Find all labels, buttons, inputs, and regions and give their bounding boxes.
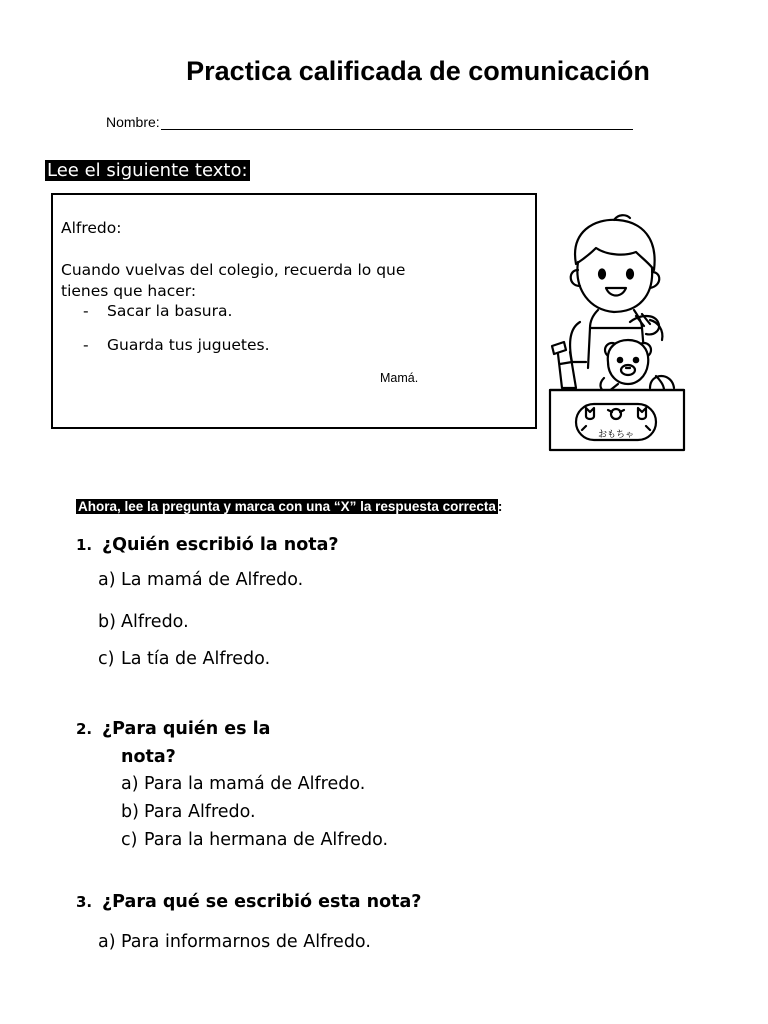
note-item <box>83 302 232 320</box>
note-signature: Mamá. <box>380 371 419 385</box>
note-item <box>83 336 270 354</box>
note-line-2: tienes que hacer: <box>61 282 197 300</box>
question-number: 2. <box>76 720 93 738</box>
option-1b[interactable] <box>98 612 189 632</box>
option-text: Alfredo. <box>121 612 189 632</box>
note-item-text: Guarda tus juguetes. <box>107 336 270 354</box>
read-instruction-text: Lee el siguiente texto: <box>47 160 248 181</box>
option-letter: c) <box>98 649 115 669</box>
option-letter: a) <box>98 570 116 590</box>
option-letter: a) <box>121 774 139 794</box>
question-2-line-2: nota? <box>121 747 176 767</box>
question-text: ¿Para quién es la <box>102 719 271 739</box>
instruction-colon: : <box>497 499 503 514</box>
note-greeting: Alfredo: <box>61 219 122 237</box>
boy-with-toy-box-icon <box>546 212 688 454</box>
option-letter: c) <box>121 830 138 850</box>
question-3 <box>76 892 421 912</box>
name-blank-line[interactable] <box>161 115 633 130</box>
question-2 <box>76 719 270 739</box>
option-1a[interactable] <box>98 570 303 590</box>
page-title: Practica calificada de comunicación <box>186 56 650 86</box>
option-3a[interactable] <box>98 932 371 952</box>
question-number: 1. <box>76 536 93 554</box>
name-label: Nombre: <box>106 114 160 130</box>
read-instruction <box>45 160 250 182</box>
question-text: ¿Para qué se escribió esta nota? <box>102 892 422 912</box>
note-item-text: Sacar la basura. <box>107 302 233 320</box>
question-text: ¿Quién escribió la nota? <box>102 535 339 555</box>
option-letter: b) <box>98 612 116 632</box>
question-instruction-text: Ahora, lee la pregunta y marca con una “X” la respuesta correcta <box>78 499 496 514</box>
option-1c[interactable] <box>98 649 270 669</box>
option-text: Para la hermana de Alfredo. <box>144 830 389 850</box>
question-1 <box>76 535 339 555</box>
note-box <box>51 193 537 429</box>
option-2a[interactable] <box>121 774 365 794</box>
bullet-dash: - <box>83 336 89 354</box>
option-letter: b) <box>121 802 139 822</box>
note-line-1: Cuando vuelvas del colegio, recuerda lo que <box>61 261 406 279</box>
option-2c[interactable] <box>121 830 388 850</box>
question-instruction <box>76 497 502 517</box>
option-text: La tía de Alfredo. <box>121 649 271 669</box>
option-text: Para Alfredo. <box>144 802 256 822</box>
name-field[interactable] <box>106 114 633 130</box>
option-text: La mamá de Alfredo. <box>121 570 304 590</box>
option-2b[interactable] <box>121 802 256 822</box>
question-number: 3. <box>76 893 93 911</box>
option-text: Para informarnos de Alfredo. <box>121 932 371 952</box>
option-text: Para la mamá de Alfredo. <box>144 774 366 794</box>
bullet-dash: - <box>83 302 89 320</box>
option-letter: a) <box>98 932 116 952</box>
toy-box-label: おもちゃ <box>597 430 635 440</box>
